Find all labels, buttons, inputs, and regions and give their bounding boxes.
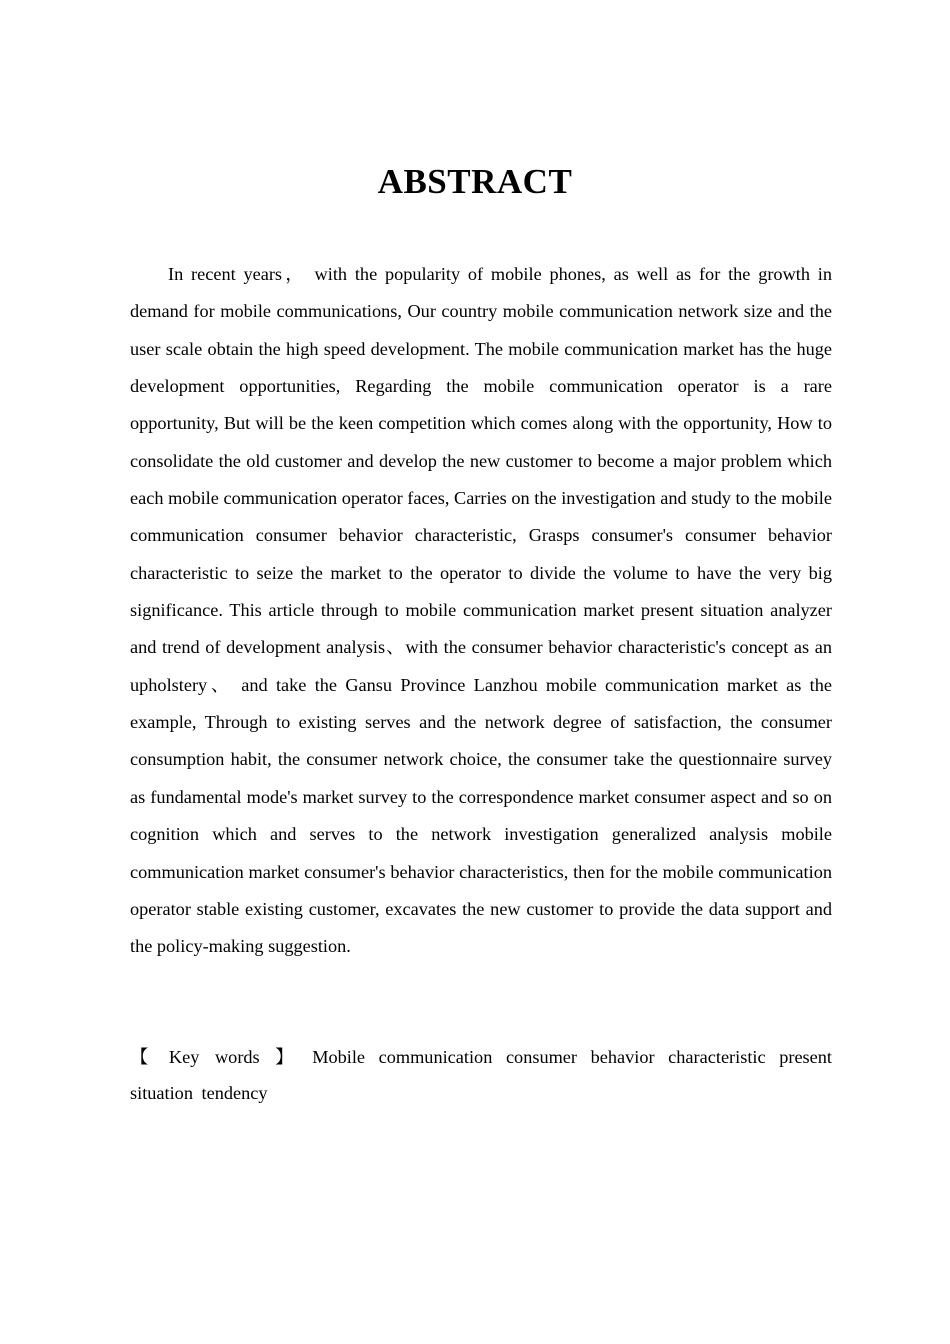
page-title: ABSTRACT	[377, 162, 573, 201]
keywords-text: Mobile communication consumer behavior characteristic present situation tendency	[130, 1047, 833, 1103]
keywords-line	[130, 1039, 832, 1111]
abstract-body: In recent years， with the popularity of mobile phones, as well as for the growth in demand for mobile communications, Our country mobile communication network size and the user scale obtain the high speed development. The mobile communication market has the huge development opportunities, Regarding the mobile communication operator is a rare opportunity, But will be the keen competition which comes along with the opportunity, How to consolidate the old customer and develop the new customer to become a major problem which each mobile communication operator faces, Carries on the investigation and study to the mobile communication consumer behavior characteristic, Grasps consumer's consumer behavior characteristic to seize the market to the operator to divide the volume to have the very big significance. This article through to mobile communication market present situation analyzer and trend of development analysis、with the consumer behavior characteristic's concept as an upholstery、 and take the Gansu Province Lanzhou mobile communication market as the example, Through to existing serves and the network degree of satisfaction, the consumer consumption habit, the consumer network choice, the consumer take the questionnaire survey as fundamental mode's market survey to the correspondence market consumer aspect and so on cognition which and serves to the network investigation generalized analysis mobile communication market consumer's behavior characteristics, then for the mobile communication operator stable existing customer, excavates the new customer to provide the data support and the policy-making suggestion.	[130, 264, 832, 957]
keywords-label: 【 Key words 】	[130, 1047, 299, 1067]
